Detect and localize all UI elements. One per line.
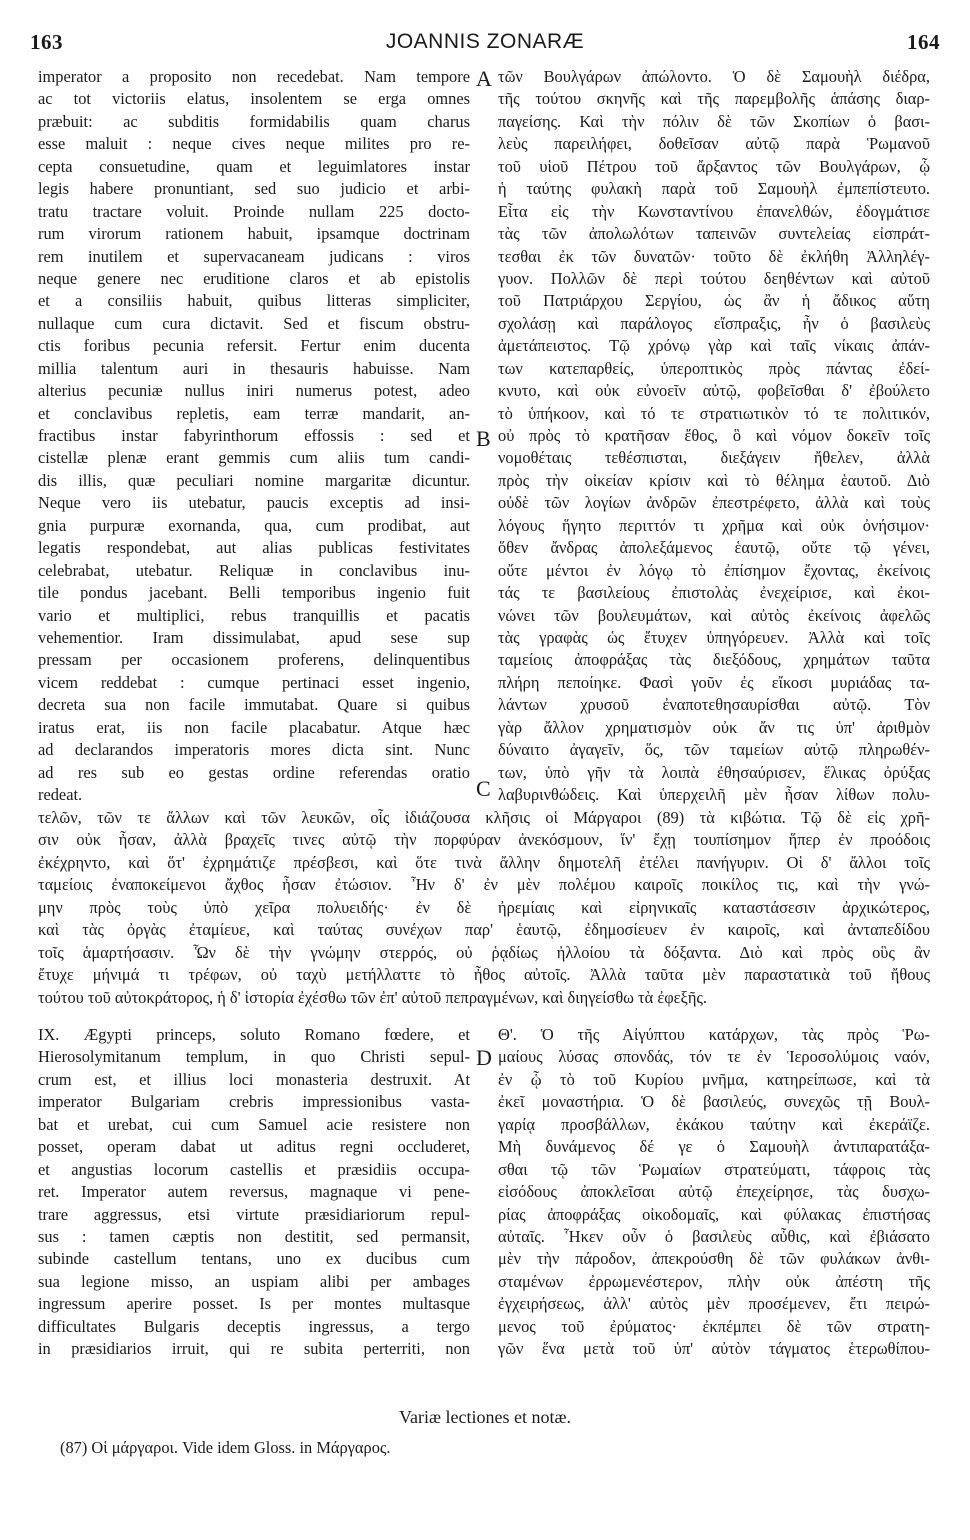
- text-line: τῆς τούτου σκηνῆς καὶ τῆς παρεμβολῆς ἁπάσης διαρ-: [498, 89, 930, 109]
- text-line: ἀμετάπειστος. Τῷ χρόνῳ γὰρ καὶ ταῖς νίκαις ἀπάν-: [498, 336, 930, 356]
- text-line: λόγους ἥγητο περιττόν τι χρῆμα καὶ οὐκ ὀνήσιμον·: [498, 515, 930, 535]
- text-line: vicem reddebat : cumque pertinaci esset ingenio,: [38, 672, 470, 692]
- text-line: ctis foribus pecunia refersit. Fertur enim ducenta: [38, 336, 470, 356]
- text-line: τελῶν, τῶν τε ἄλλων καὶ τῶν λευκῶν, οἷς ἰδιάζουσα κλῆσις οἱ Μάργαροι (89) τὰ κιβώτια. Τῷ δὲ εἰς χρῆ-: [38, 808, 930, 827]
- text-line: redeat.: [38, 785, 83, 804]
- text-line: ret. Imperator autem reversus, magnaque vi pene-: [38, 1182, 470, 1202]
- text-line: et angustias locorum castellis et præsidiis occupa-: [38, 1159, 470, 1179]
- text-line: καὶ τὰς ὀργὰς ἐταμίευε, καὶ ταύτας συνέχων παρ' ἑαυτῷ, ἐδημοσίευεν ἐν καιροῖς, καὶ ἀνταπεδίδου: [38, 920, 930, 940]
- text-line: sus : tamen cæptis non destitit, sed permansit,: [38, 1226, 470, 1246]
- text-line: γαρίᾳ προσβάλλων, ἐκάκου ταύτην καὶ ἐκεράϊζε.: [498, 1114, 930, 1134]
- text-line: γῶν ἕνα μετὰ τοῦ ὑπ' αὐτὸν τάγματος ἑτερωθίπου-: [498, 1339, 930, 1359]
- text-line: σχολάσῃ καὶ παράλογος εἴσπραξις, ἦν ὁ βασιλεὺς: [498, 313, 930, 333]
- text-line: τοῦ υἱοῦ Πέτρου τοῦ ἄρξαντος τῶν Βουλγάρων, ᾧ: [498, 156, 930, 176]
- text-line: et a consiliis habuit, quibus litteras simpliciter,: [38, 291, 470, 311]
- text-line: cistellæ plenæ erant gemmis cum aliis tum candi-: [38, 448, 470, 468]
- text-line: legis habere pronuntiant, sed suo judicio et arbi-: [38, 179, 470, 199]
- text-line: τὰς τῶν ἀπολωλότων ταπεινῶν συντελείας εἰσπράτ-: [498, 224, 930, 244]
- text-line: ἐγχειρήσεως, ἀλλ' αὐτὸς μὲν προσέμενεν, ἔτι πειρώ-: [498, 1294, 930, 1314]
- text-line: iratus erat, iis non facile placabatur. Atque hæc: [38, 717, 470, 737]
- text-line: Neque vero iis utebatur, paucis exceptis ad insi-: [38, 493, 470, 513]
- text-line: Εἶτα εἰς τὴν Κωνσταντίνου ἐπανελθών, ἐδογμάτισε: [498, 201, 930, 221]
- text-line: κνυτο, καὶ οὐκ εὐνοεῖν αὐτῷ, φοβεῖσθαι δ' ἐβούλετο: [498, 381, 930, 401]
- text-line: cepta consuetudine, quam et leguimlatores instar: [38, 156, 470, 176]
- text-line: αὐταῖς. Ἧκεν οὖν ὁ βασιλεὺς αὖθις, καὶ ἐβιάσατο: [498, 1226, 930, 1246]
- text-line: rem inutilem et supervacaneam judicans : viros: [38, 246, 470, 266]
- text-line: ταμείοις ἀποφράξας τὰς διεξόδους, χρημάτων ταῦτα: [498, 650, 930, 670]
- text-line: μην πρὸς τοὺς ὑπὸ χεῖρα πολυειδής· ἐν δὲ ἠρεμίαις καὶ εἰρηνικαῖς καταστάσεσιν ἀρχικώτερος,: [38, 897, 930, 917]
- text-line: μὲν τὴν πάροδον, ἀπεκρούσθη δὲ τῶν φυλάκων ἀνθι-: [498, 1249, 930, 1269]
- text-line: νώνει τῶν βουλευμάτων, καὶ αὐτὸς ἐκείνοις ἀφελῶς: [498, 605, 930, 625]
- text-line: in præsidiarios irruit, qui re subita perterriti, non: [38, 1339, 470, 1359]
- text-line: οὐδὲ τῶν λογίων ἀνδρῶν ἐπεστρέφετο, ἀλλὰ καὶ τοὺς: [498, 493, 930, 513]
- notes-title: Variæ lectiones et notæ.: [399, 1407, 571, 1427]
- text-line: sua legione misso, an uspiam alibi per ambages: [38, 1271, 470, 1291]
- text-line: τάς τε βασιλείους ἐπιστολὰς ἐνεχείρισε, καὶ ἐκοι-: [498, 583, 930, 603]
- text-line: vehementior. Iram dissimulabat, apud sese sup: [38, 627, 470, 647]
- text-line: pressam per occasionem proferens, delinquentibus: [38, 650, 470, 670]
- text-line: decreta sua non facile immutabat. Quare si quibus: [38, 695, 470, 715]
- text-line: πλήρη πεποίηκε. Φασὶ γοῦν ἐς εἴκοσι μυριάδας τα-: [498, 672, 930, 692]
- page-number-left: 163: [30, 30, 63, 54]
- margin-letter-c: C: [476, 776, 491, 801]
- text-line: μαίους λύσας σπονδάς, τόν τε ἐν Ἱεροσολύμοις ναόν,: [498, 1047, 930, 1067]
- text-line: των κατεπαρθείς, ὑπεροπτικὸς πρὸς πάντας ἐδεί-: [498, 358, 930, 378]
- text-line: præbuit: ac subditis formidabilis quam charus: [38, 111, 470, 131]
- text-line: trare aggressus, etsi virtute præsidiariorum repul-: [38, 1204, 470, 1224]
- text-line: τεσθαι ἐκ τῶν δυνατῶν· τοῦτο δὲ ἐκλήθη Ἀλληλέγ-: [498, 246, 930, 266]
- greek-column-top: [498, 66, 930, 806]
- text-line: ἐκεῖ μοναστήρια. Ὁ δὲ βασιλεύς, συνεχῶς τῇ Βουλ-: [498, 1092, 930, 1112]
- text-line: tile pondus jacebant. Belli temporibus ingenio fuit: [38, 583, 470, 603]
- text-line: ὅθεν ἄνδρας ἀπολεξάμενος ἑαυτῷ, οὔτε τῷ γένει,: [498, 538, 930, 558]
- margin-letter-a: A: [476, 66, 492, 91]
- text-line: ἔτυχε μήνιμά τι τρέφων, οὐ ταχὺ μετήλλαττε τὸ ἦθος αὐτοῖς. Ἀλλὰ ταῦτα μὲν παραστατικὰ τοῦ ἤθους: [38, 965, 930, 985]
- text-line: celebrabat, utebatur. Reliquæ in conclavibus inu-: [38, 560, 470, 580]
- text-line: fractibus instar fabyrinthorum effossis : sed et: [38, 426, 470, 445]
- text-line: τοῖς ἁμαρτήσασιν. Ὧν δὲ τὴν γνώμην στερρός, οὐ ῥᾳδίως ἠλλοίου τὰ δόξαντα. Διὸ καὶ πρὸς οὓς ἂν: [38, 942, 930, 962]
- text-line: crum est, et illius loci monasteria destruxit. At: [38, 1069, 470, 1089]
- text-line: ingressum aperire posset. Is per montes multasque: [38, 1294, 470, 1314]
- greek-section-theta: [498, 1024, 930, 1361]
- text-line: Hierosolymitanum templum, in quo Christi sepul-: [38, 1047, 470, 1067]
- greek-full-width-block: [38, 807, 930, 1009]
- text-line: ρίας ἀποφράξας οἰκοδομαῖς, καὶ φύλακας ἐπιστήσας: [498, 1204, 930, 1224]
- text-line: et conclavibus repletis, eam terræ mandarit, an-: [38, 403, 470, 423]
- text-line: σθαι τῷ τῶν Ῥωμαίων στρατεύματι, τάφροις τὰς: [498, 1159, 930, 1179]
- text-line: Μὴ δυνάμενος δέ γε ὁ Σαμουὴλ ἀντιπαρατάξα-: [498, 1137, 930, 1157]
- text-line: subinde castellum tentans, uno ex ducibus cum: [38, 1249, 470, 1269]
- text-line: posset, operam dabat ut aditus regni occluderet,: [38, 1137, 470, 1157]
- text-line: rum virorum rationem habuit, ipsamque doctrinam: [38, 224, 470, 244]
- text-line: tratu tractare voluit. Proinde nullam 225 docto-: [38, 201, 470, 221]
- text-line: alterius pecuniæ nullus iniri numerus potest, adeo: [38, 381, 470, 401]
- text-line: λαβυρινθώδεις. Καὶ ὑπερχειλῆ μὲν ἦσαν λίθων πολυ-: [498, 785, 930, 804]
- text-line: vario et multiplici, rebus tranquillis et pacatis: [38, 605, 470, 625]
- running-title: JOANNIS ZONARÆ: [385, 30, 585, 53]
- text-line: λεὺς παρειλήφει, δοθεῖσαν αὐτῷ παρὰ Ῥωμανοῦ: [498, 134, 930, 154]
- text-line: παγείσης. Καὶ τὴν πόλιν δὲ τῶν Σκοπίων ὁ βασι-: [498, 111, 930, 131]
- text-line: ad declarandos imperatoris mores dicta sint. Nunc: [38, 740, 470, 760]
- text-line: γυον. Πολλῶν δὲ περὶ τούτου δεηθέντων καὶ αὐτοῦ: [498, 268, 930, 288]
- text-line: σταμένων ἐρρωμενέστερον, πλὴν οὐκ ἀπέστη τῆς: [498, 1271, 930, 1291]
- text-line: μενος τοῦ ἐρύματος· ἐκπέμπει δὲ τῶν στρατη-: [498, 1316, 930, 1336]
- text-line: εἰσόδους ἀποκλεῖσαι αὐτῷ ἐπεχείρησε, τὰς δυσχω-: [498, 1182, 930, 1202]
- text-line: esse maluit : neque cives neque milites pro re-: [38, 134, 470, 154]
- text-line: τὰς γραφὰς ὡς ἔτυχεν ὑπηγόρευεν. Ἀλλὰ καὶ τοῖς: [498, 627, 930, 647]
- text-line: γὰρ ἄλλον χρηματισμὸν οὐκ ἄν τις ὑπ' ἀριθμὸν: [498, 717, 930, 737]
- text-line: difficultates Bulgaris deceptis ingressus, a tergo: [38, 1316, 470, 1336]
- text-line: τούτου τοῦ αὐτοκράτορος, ἡ δ' ἱστορία ἐχέσθω τῶν ἐπ' αὐτοῦ πεπραγμένων, καὶ διηγείσθω τὰ ἐφεξῆς.: [38, 987, 708, 1007]
- text-line: gnia purpuræ exornanda, qua, cum prodibat, aut: [38, 515, 470, 535]
- text-line: imperator Bulgariam crebris impressionibus vasta-: [38, 1092, 470, 1112]
- margin-letter-d: D: [476, 1045, 492, 1070]
- text-line: neque genere nec eruditione claros et ab epistolis: [38, 268, 470, 288]
- text-line: οὔτε μέντοι ἐν λόγῳ τὸ ἐπίσημον ἔχοντας, ἐκείνοις: [498, 560, 930, 580]
- text-line: τὸ ὑπήκοον, καὶ τό τε στρατιωτικὸν τό τε πολιτικόν,: [498, 403, 930, 423]
- text-line: σιν οὐκ ἦσαν, ἀλλὰ βραχεῖς τινες αὐτῷ τὴν πορφύραν ἀνεκόσμουν, ἵν' ἔχῃ τουπίσημον ἥπερ ἐν προόδοις: [38, 830, 930, 850]
- text-line: ταμείοις ἐναποκείμενοι ἄχθος ἦσαν ἐτώσιον. Ἦν δ' ἐν μὲν πολέμου καιροῖς ποικίλος τις, καὶ τὴν γνώ-: [38, 875, 930, 895]
- page-number-right: 164: [907, 30, 940, 54]
- text-line: τῶν Βουλγάρων ἀπώλοντο. Ὁ δὲ Σαμουὴλ διέδρα,: [498, 67, 930, 86]
- text-line: τοῦ Πατριάρχου Σεργίου, ὡς ἂν ἡ ἄδικος αὕτη: [498, 291, 930, 311]
- text-line: των, ὑπὸ γῆν τὰ λοιπὰ ἐθησαύρισεν, ἕλικας ὀρύξας: [498, 762, 930, 782]
- latin-column-top: [38, 66, 470, 806]
- text-line: λάντων χρυσοῦ ἐναποτεθησαυρίσθαι αὐτῷ. Τὸν: [498, 695, 930, 715]
- latin-section-ix: [38, 1024, 470, 1361]
- text-line: legatis respondebat, aut alias publicas festivitates: [38, 538, 470, 558]
- text-line: dis illis, quæ peculiari nomine margaritæ dicuntur.: [38, 470, 470, 490]
- text-line: δύναιτο ἀγαγεῖν, ὅς, τῶν ταμείων αὐτῷ πληρωθέν-: [498, 740, 930, 760]
- text-line: πρὸς τὴν οἰκείαν κρίσιν καὶ τὸ θέλημα ἑαυτοῦ. Διὸ: [498, 470, 930, 490]
- text-line: nullaque cum cura dictavit. Sed et fiscum obstru-: [38, 313, 470, 333]
- text-line: οὐ πρὸς τὸ κρατῆσαν ἔθος, ὃ καὶ νόμον δοκεῖν τοῖς: [498, 426, 930, 445]
- text-line: ἐν ᾧ τὸ τοῦ Κυρίου μνῆμα, κατηρείπωσε, καὶ τὰ: [498, 1069, 930, 1089]
- text-line: IX. Ægypti princeps, soluto Romano fœdere, et: [38, 1025, 470, 1044]
- text-line: ad res sub eo gestas ordine referendas oratio: [38, 762, 470, 782]
- text-line: Θ'. Ὁ τῆς Αἰγύπτου κατάρχων, τὰς πρὸς Ῥω-: [498, 1025, 930, 1044]
- text-line: imperator a proposito non recedebat. Nam tempore: [38, 67, 470, 86]
- text-line: millia talentum auri in thesauris habuisse. Nam: [38, 358, 470, 378]
- text-line: bat et urebat, cui cum Samuel acie resistere non: [38, 1114, 470, 1134]
- running-header: [30, 30, 940, 64]
- text-line: ac tot victoriis elatus, insolentem se erga omnes: [38, 89, 470, 109]
- margin-letter-b: B: [476, 426, 491, 451]
- text-line: νομοθέταις τεθέσπισται, διεξάγειν ἤθελεν, ἀλλὰ: [498, 448, 930, 468]
- text-line: ἡ ταύτης φυλακὴ παρὰ τοῦ Σαμουὴλ ἐμπεπίστευτο.: [498, 179, 930, 199]
- text-line: ἐκέχρηντο, καὶ ὅτ' ἐχρημάτιζε πρέσβεσι, καὶ ὅτε τινὰ ἄλλην δημοτελῆ ἐτέλει πανήγυριν. Οἱ δ' ἄλλοι τοῖς: [38, 852, 930, 872]
- footnote: (87) Οἱ μάργαροι. Vide idem Gloss. in Μάργαρος.: [60, 1438, 391, 1457]
